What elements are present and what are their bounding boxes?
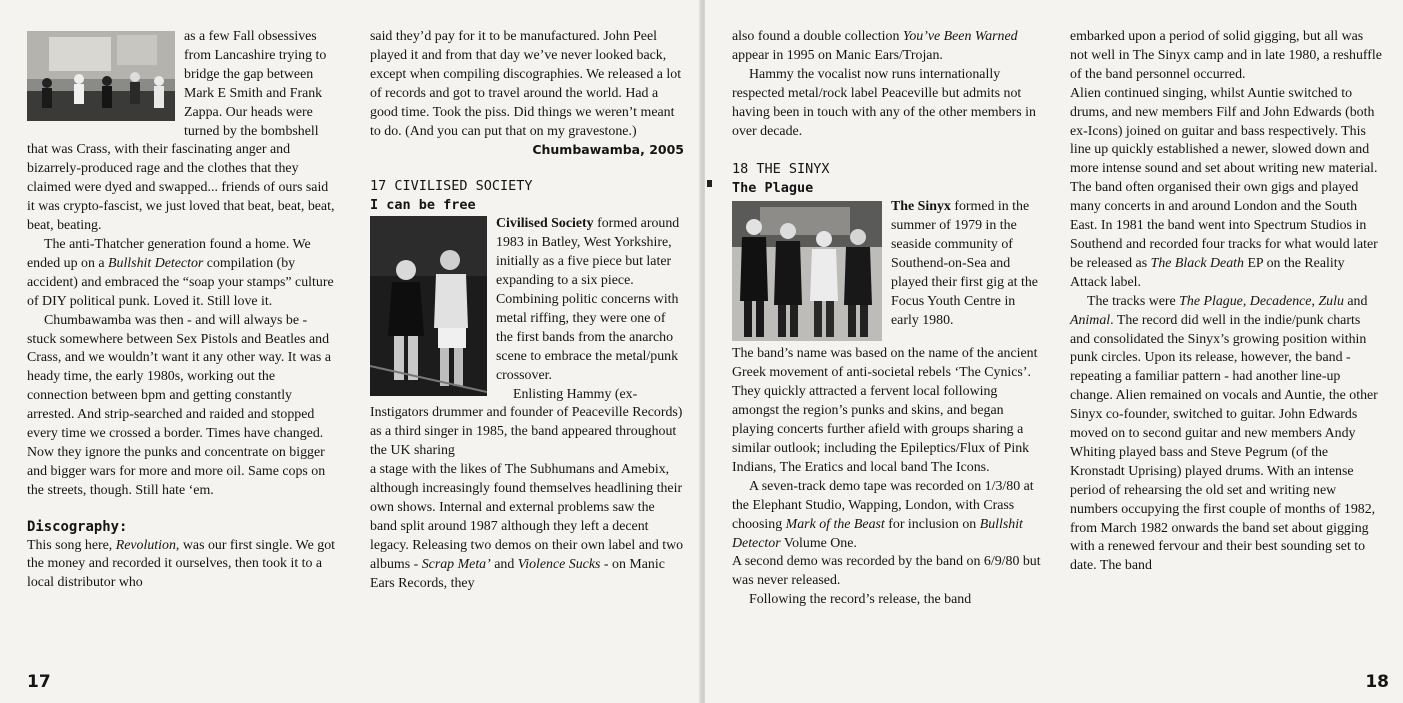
signature: Chumbawamba, 2005 [532, 142, 684, 158]
chumbawamba-photo [27, 31, 175, 121]
right-col2-para-1: embarked upon a period of solid gigging, but all was not well in The Sinyx camp and in late 1980, a reshuffle of the band personnel occurred. [1070, 29, 1382, 82]
left-column-2 [370, 28, 684, 593]
right-page [705, 0, 1403, 703]
italic-title: Zulu [1318, 293, 1344, 309]
right-column-2 [1070, 28, 1382, 576]
civilised-society-photo [370, 216, 487, 396]
italic-title: Mark of the Beast [785, 516, 885, 532]
right-col2-para-2 [1070, 85, 1382, 293]
left-col1-para-1: as a few Fall obsessives from Lancashire trying to bridge the gap between Mark E Smith and Frank Zappa. Our heads were turned by the bombshell that was Crass, with their fascinating anger and bizarrely-produced rage and the clothes that they claimed were dyed and swapped... friends of ours said it was crypto-fascist, we just loved that beat, beat, beat, beat, beating. [27, 29, 335, 234]
band-name: Civilised Society [496, 216, 594, 232]
text-span: EP on the Reality Attack label. [1070, 255, 1345, 290]
italic-title: Bullshit Detector [732, 516, 1023, 551]
band-name: The Sinyx [891, 199, 951, 215]
text-span: The tracks were [1087, 293, 1180, 309]
discography-heading: Discography: [27, 518, 128, 535]
text-span: A seven-track demo tape was recorded on 1/3/80 at the Elephant Studio, Wapping, London, with Crass choosing [732, 478, 1034, 532]
italic-title: You’ve Been Warned [902, 29, 1018, 44]
left-col1-para-4 [27, 537, 339, 594]
right-col1-para-4: The band’s name was based on the name of the ancient Greek movement of anti-societal rebels ‘The Cynics’. They quickly attracted a fervent local following amongst the region’s punks and skins, and began playing concerts further afield with groups sharing a similar outlook; including the Epileptics/Flux of Pink Indians, The Eratics and local band The Icons. [732, 346, 1038, 475]
right-col1-para-5 [732, 478, 1044, 554]
page-number: 18 [1365, 672, 1389, 692]
text-span: Alien continued singing, whilst Auntie switched to drums, and new members Filf and John Edwards (both ex-Icons) joined on guitar and bass respectively. This line up quickly established a newer, slowed down and more intense sound and set about writing new material. The band often organised their own gigs and played many concerts in and around London and the South East. In 1981 the band went into Spectrum Studios in Southend and recorded four tracks for what would later be released as [1070, 85, 1378, 271]
page-number: 17 [27, 672, 51, 692]
text-span: also found a double collection [732, 29, 903, 44]
italic-title: Violence Sucks [517, 556, 601, 572]
text-span: appear in 1995 on Manic Ears/Trojan. [732, 47, 943, 63]
track-title-17: I can be free [370, 197, 476, 214]
right-col1-para-2: Hammy the vocalist now runs internationally respected metal/rock label Peaceville but admits not having been in touch with any of the other members in over decade. [732, 66, 1036, 139]
italic-title: Revolution [115, 537, 176, 553]
text-span: Volume One. [780, 535, 857, 551]
italic-title: The Black Death [1150, 255, 1244, 271]
sinyx-band-photo [732, 201, 882, 341]
text-span: , was our first single. We got the money and recorded it ourselves, then took it to a local distributor who [27, 537, 336, 591]
text-span: said they’d pay for it to be manufactured. John Peel played it and from that day we’ve never looked back, except when compiling discographies. We released a lot of records and got to travel around the world. Had a good time. Took the piss. Did things we weren’t meant to do. (And you can put that on my gravestone.) [370, 29, 682, 139]
right-col2-para-3 [1070, 293, 1382, 577]
italic-title: Bullshit Detector [108, 255, 204, 271]
text-span: a stage with the likes of The Subhumans and Amebix, although increasingly found themselves headlining their own shows. Internal and external problems saw the band split around 1987 although they left a decent legacy. Releasing two demos on their own label and two albums - [370, 462, 684, 572]
italic-title: The Plague [1179, 293, 1243, 309]
text-span: for inclusion on [884, 516, 980, 532]
left-column-1 [27, 28, 339, 593]
right-col1-para-7: Following the record’s release, the band [749, 592, 972, 608]
text-span: compilation (by accident) and embraced the “soap your stamps” culture of DIY political punk. Loved it. Still love it. [27, 255, 334, 309]
text-span: The anti-Thatcher generation found a home. We ended up on a [27, 236, 311, 271]
text-span: , [1242, 293, 1250, 309]
track-title-18: The Plague [732, 180, 814, 197]
right-column-1 [732, 28, 1044, 610]
italic-title: Decadence [1249, 293, 1312, 309]
left-col1-para-2 [27, 236, 339, 312]
italic-title: Animal [1070, 312, 1111, 328]
right-col1-para-1 [732, 28, 1044, 66]
text-span: , [1311, 293, 1319, 309]
left-col2-para-1 [370, 28, 684, 158]
track-heading-18: 18 THE SINYX [732, 161, 830, 178]
text-span: . The record did well in the indie/punk charts and consolidated the Sinyx’s growing position within punk circles. Upon its release, however, the band - repeating a familiar pattern - had another line-up change. Alien remained on vocals and Auntie, the other Sinyx co-founder, switched to guitar. John Edwards moved on to second guitar and new members Andy Whiting played bass and Steve Pegrum (of the Kronstadt Uprising) played drums. With an intense period of rehearsing the old set and writing new numbers occupying the first couple of months of 1982, from March 1982 onwards the band set about gigging with a renewed fervour and their best sounding set to date. The band [1070, 312, 1378, 574]
crop-mark [707, 180, 712, 187]
text-span: and [1343, 293, 1368, 309]
text-span: This song here, [27, 537, 116, 553]
left-col1-para-3: Chumbawamba was then - and will always be - stuck somewhere between Sex Pistols and Beatles and Crass, and we wouldn’t want it any other way. It was a heady time, the early 1980s, working out the connection between bpm and getting constantly arrested. And strip-searched and raided and stopped every time we crossed a border. Times have changed. Now they ignore the punks and concentrate on bigger and bigger wars for more and more oil. Same cops on the streets, though. Still hate ‘em. [27, 312, 331, 498]
left-page [0, 0, 701, 703]
text-span: formed around 1983 in Batley, West Yorkshire, initially as a five piece but later expanding to a six piece. Combining politic concerns with metal riffing, they were one of the first bands from the anarcho scene to embrace the metal/punk crossover. [496, 216, 680, 383]
text-span: formed in the summer of 1979 in the seaside community of Southend-on-Sea and played their first gig at the Focus Youth Centre in early 1980. [891, 199, 1038, 328]
left-col2-para-3: Enlisting Hammy (ex-Instigators drummer and founder of Peaceville Records) as a third singer in 1985, the band appeared throughout the UK sharing [370, 386, 683, 459]
track-heading-17: 17 CIVILISED SOCIETY [370, 178, 533, 195]
right-col1-para-6: A second demo was recorded by the band on 6/9/80 but was never released. [732, 554, 1041, 589]
italic-title: Scrap Meta’ [421, 556, 491, 572]
left-col2-para-4 [370, 461, 684, 593]
text-span: and [490, 556, 518, 572]
text-span: - on Manic Ears Records, they [370, 556, 665, 591]
